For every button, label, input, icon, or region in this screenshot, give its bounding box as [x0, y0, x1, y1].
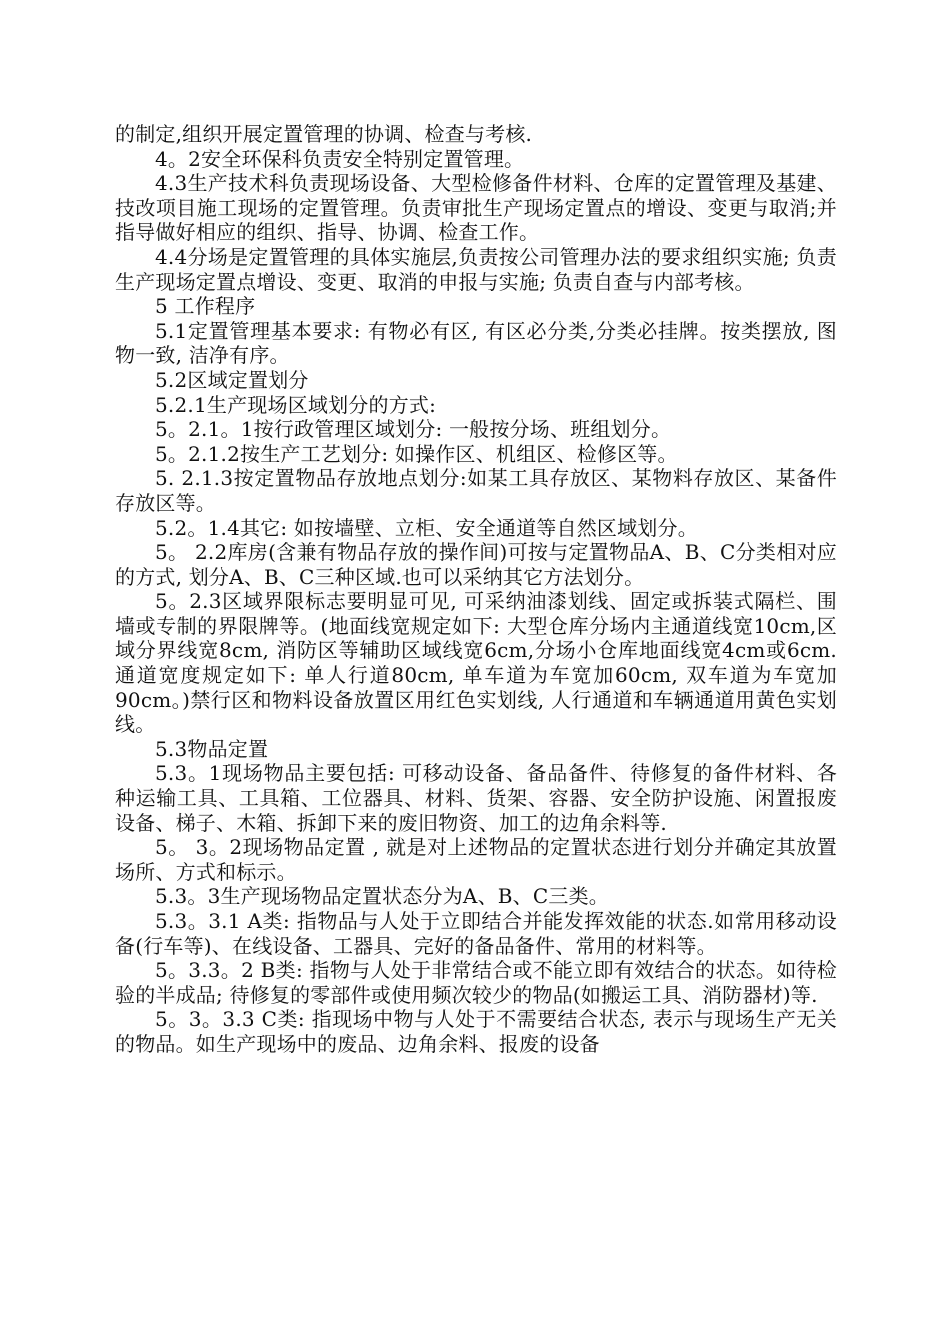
paragraph-5-2-1: 5.2.1生产现场区域划分的方式:	[155, 392, 437, 417]
document-page	[115, 122, 837, 1057]
section-heading-5: 5 工作程序	[155, 294, 256, 319]
paragraph-5-3-3-1: 5.3。3.1 A类: 指物品与人处于立即结合并能发挥效能的状态.如常用移动设备(行车等)、在线设备、工器具、完好的备品备件、常用的材料等。	[115, 909, 837, 958]
paragraph-5-2-3: 5。2.3区域界限标志要明显可见, 可采纳油漆划线、固定或拆装式隔栏、围墙或专制的界限牌等。(地面线宽规定如下: 大型仓库分场内主通道线宽10cm,区域分界线宽8cm, 消防区等辅助区域线宽6cm,分场小仓库地面线宽4cm或6cm.通道宽度规定如下: 单人行道80cm, 单车道为车宽加60cm, 双车道为车宽加90cm。)禁行区和物料设备放置区用红色实划线, 人行通道和车辆通道用黄色实划线。	[115, 589, 837, 737]
paragraph-5-2-1-3: 5. 2.1.3按定置物品存放地点划分:如某工具存放区、某物料存放区、某备件存放区等。	[115, 466, 837, 515]
paragraph-5-3-2: 5。 3。2现场物品定置 , 就是对上述物品的定置状态进行划分并确定其放置场所、方式和标示。	[115, 835, 837, 884]
paragraph-5-1: 5.1定置管理基本要求: 有物必有区, 有区必分类,分类必挂牌。按类摆放, 图物一致, 洁净有序。	[115, 318, 837, 368]
paragraph-5-2-1-2: 5。2.1.2按生产工艺划分: 如操作区、机组区、检修区等。	[155, 441, 678, 466]
paragraph-4-3: 4.3生产技术科负责现场设备、大型检修备件材料、仓库的定置管理及基建、技改项目施工现场的定置管理。负责审批生产现场定置点的增设、变更与取消;并指导做好相应的组织、指导、协调、检查工作。	[115, 171, 837, 245]
paragraph-1: 的制定,组织开展定置管理的协调、检查与考核.	[115, 122, 533, 146]
paragraph-5-2: 5.2区域定置划分	[155, 367, 309, 392]
paragraph-5-2-2: 5。 2.2库房(含兼有物品存放的操作间)可按与定置物品A、B、C分类相对应的方式, 划分A、B、C三种区域.也可以采纳其它方法划分。	[115, 540, 837, 589]
paragraph-5-3-3: 5.3。3生产现场物品定置状态分为A、B、C三类。	[155, 884, 609, 909]
paragraph-5-3-3-2: 5。3.3。2 B类: 指物与人处于非常结合或不能立即有效结合的状态。如待检验的半成品; 待修复的零部件或使用频次较少的物品(如搬运工具、消防器材)等.	[115, 958, 837, 1007]
paragraph-5-3-1: 5.3。1现场物品主要包括: 可移动设备、备品备件、待修复的备件材料、各种运输工具、工具箱、工位器具、材料、货架、容器、安全防护设施、闲置报废设备、梯子、木箱、拆卸下来的废旧物资、加工的边角余料等.	[115, 761, 837, 835]
paragraph-5-3: 5.3物品定置	[155, 736, 269, 761]
paragraph-5-3-3-3: 5。3。3.3 C类: 指现场中物与人处于不需要结合状态, 表示与现场生产无关的物品。如生产现场中的废品、边角余料、报废的设备	[115, 1007, 837, 1056]
paragraph-4-2: 4。2安全环保科负责安全特别定置管理。	[155, 146, 525, 171]
paragraph-4-4: 4.4分场是定置管理的具体实施层,负责按公司管理办法的要求组织实施; 负责生产现场定置点增设、变更、取消的申报与实施; 负责自查与内部考核。	[115, 244, 837, 294]
paragraph-5-2-1-1: 5。2.1。1按行政管理区域划分: 一般按分场、班组划分。	[155, 417, 672, 442]
paragraph-5-2-1-4: 5.2。1.4其它: 如按墙壁、立柜、安全通道等自然区域划分。	[155, 515, 698, 540]
